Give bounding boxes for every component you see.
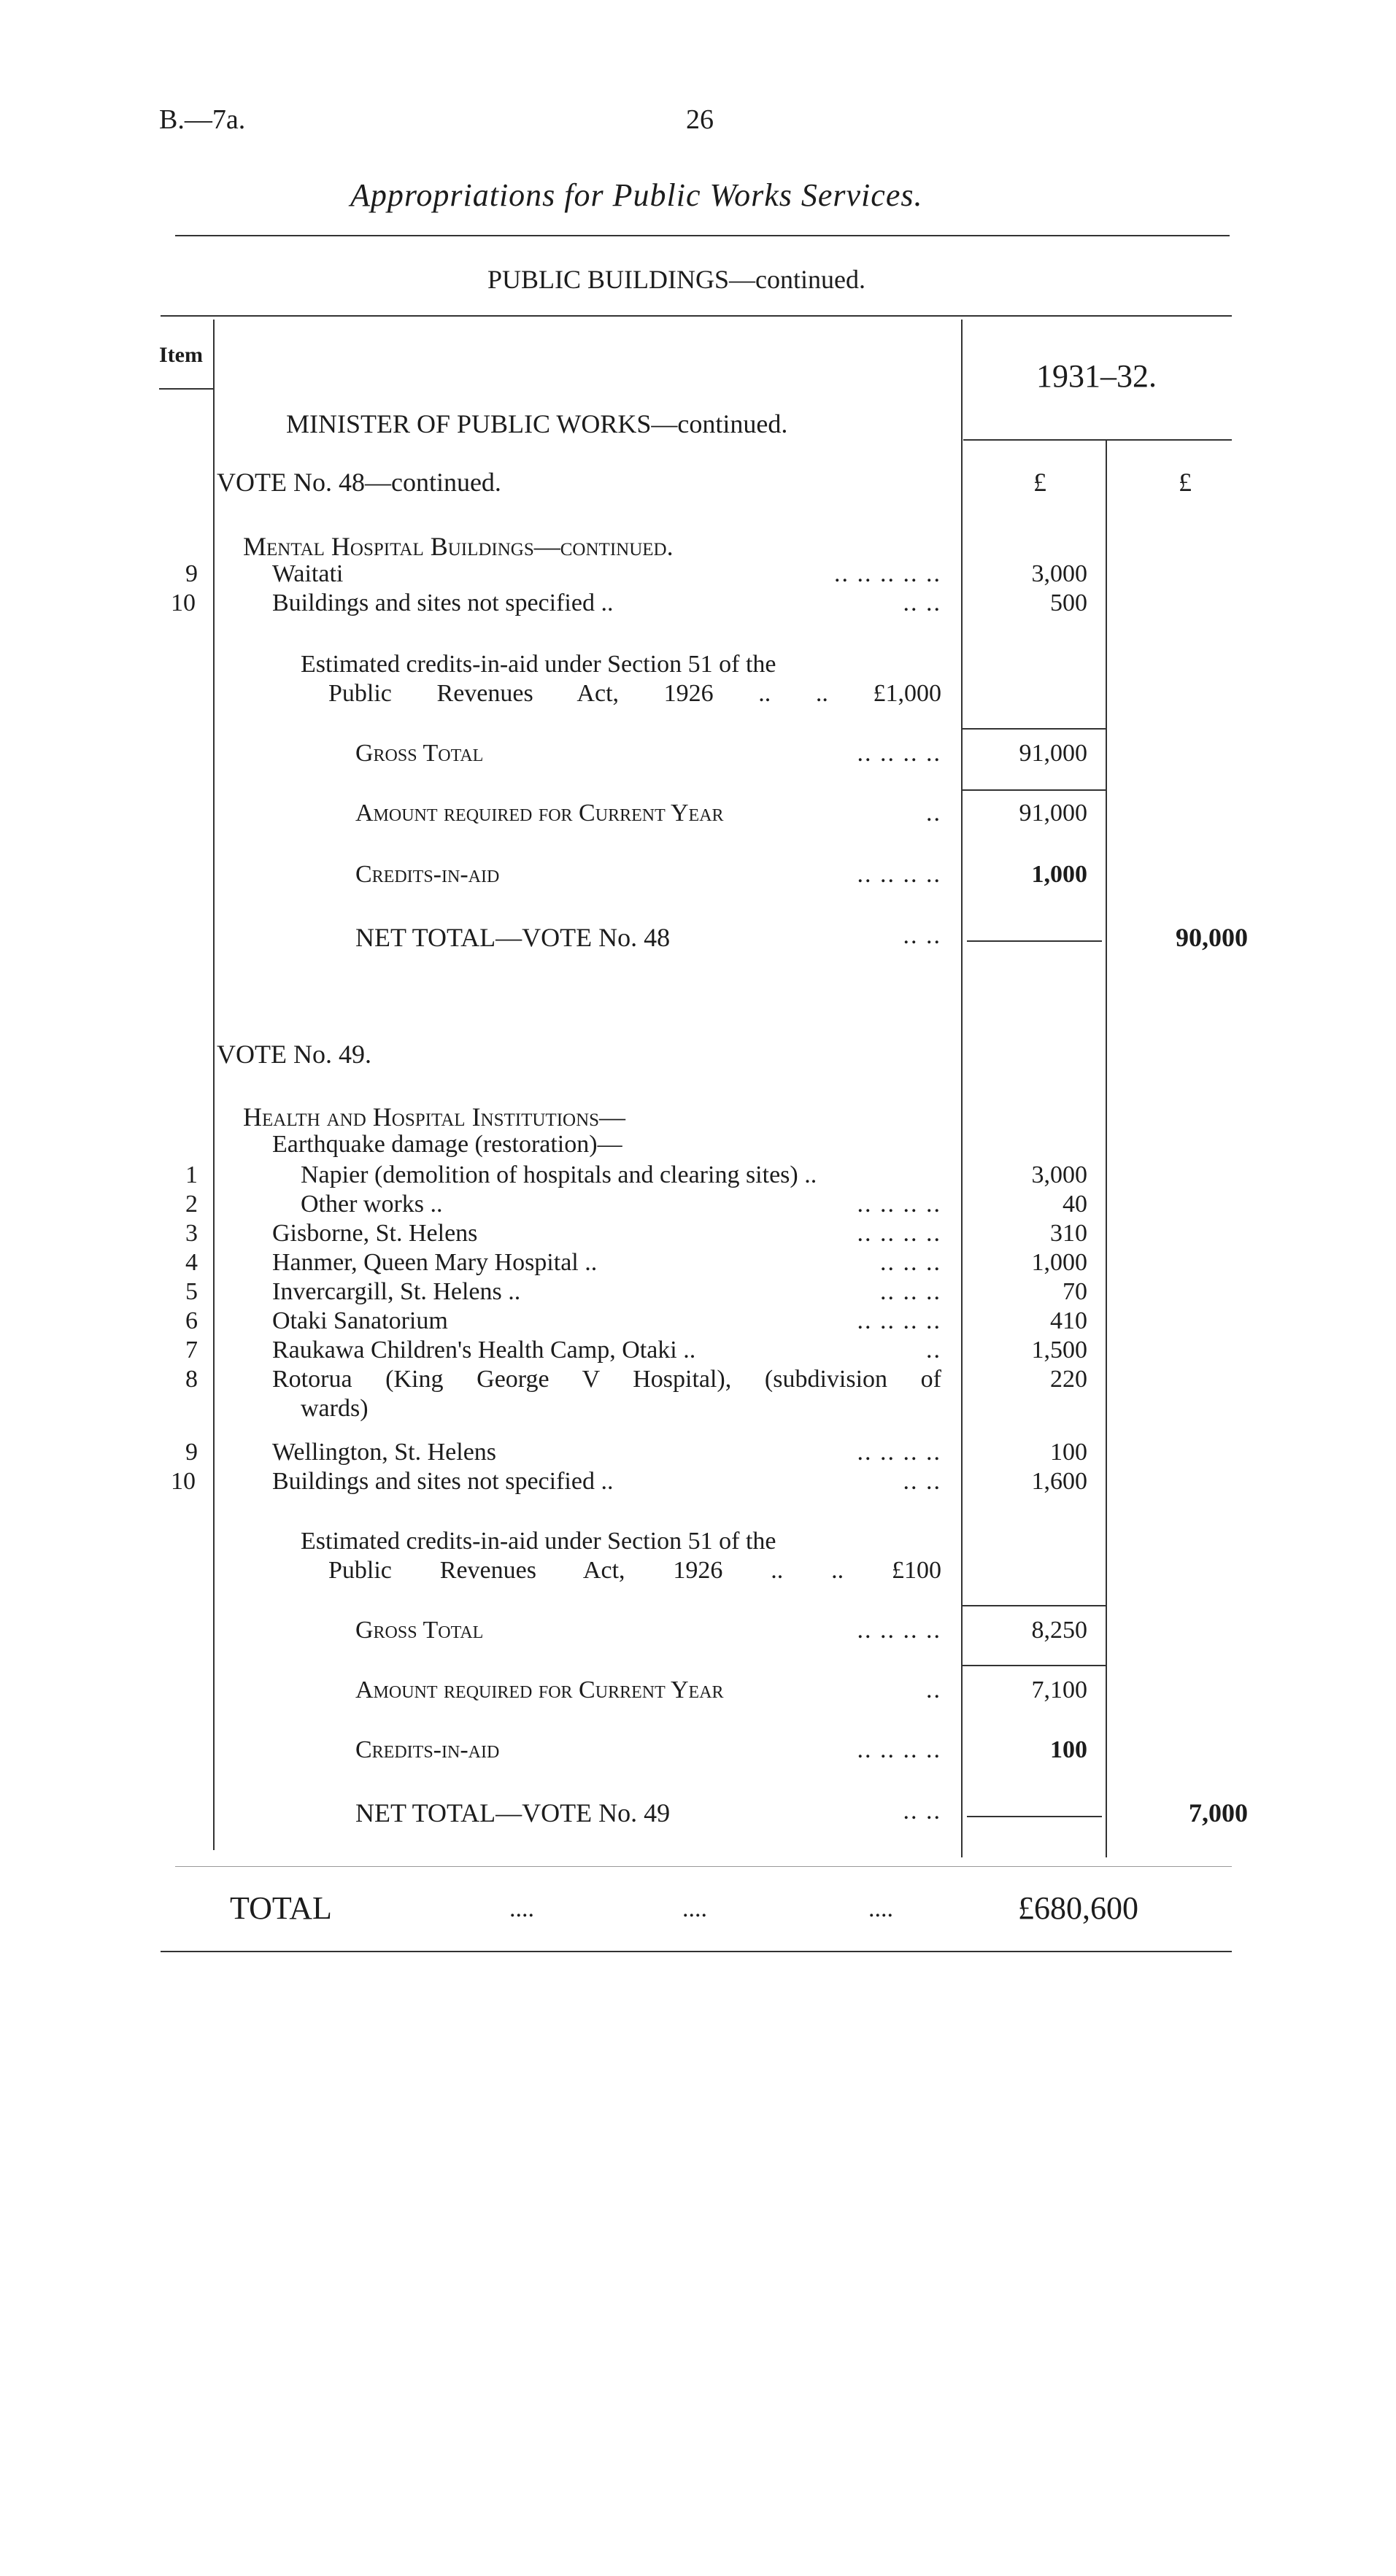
vote-49-item-name: Hanmer, Queen Mary Hospital ..	[272, 1249, 598, 1276]
vote-49-item-dots: .. .. .. ..	[857, 1307, 941, 1334]
vote-49-item-no: 1	[185, 1161, 198, 1188]
vote-48-item-name: Buildings and sites not specified ..	[272, 589, 614, 616]
vote-49-gross-rule	[962, 1605, 1106, 1606]
vote-48-heading: Mental Hospital Buildings—continued.	[243, 532, 674, 561]
vote-48-credits-value: 1,000	[1031, 861, 1087, 888]
vote-48-item-dots: .. ..	[903, 589, 941, 616]
vote-49-item-no: 4	[185, 1249, 198, 1276]
vote-48-net-label: NET TOTAL—VOTE No. 48	[355, 923, 671, 952]
grand-total-rule	[161, 1951, 1232, 1952]
amount-column-divider	[961, 320, 963, 1857]
year-header-rule	[963, 439, 1232, 441]
vote-48-amount-dots: ..	[926, 800, 941, 827]
grand-total-dots: ....	[868, 1895, 893, 1922]
item-column-divider	[213, 320, 215, 1850]
vote-49-item-amount: 1,000	[1031, 1249, 1087, 1276]
vote-48-credits-label: Credits-in-aid	[355, 861, 500, 888]
vote-48-amount-value: 91,000	[1019, 800, 1087, 827]
item-header-rule	[159, 388, 215, 390]
vote-49-item-dots: .. .. ..	[880, 1249, 941, 1276]
page-title: Appropriations for Public Works Services.	[350, 177, 923, 213]
grand-total-dots: ....	[509, 1895, 534, 1922]
vote-49-item-name: Rotorua (King George V Hospital), (subdivision of	[272, 1366, 941, 1393]
vote-48-net-dash	[967, 940, 1102, 942]
vote-48-gross-label: Gross Total	[355, 740, 484, 767]
vote-49-item-no: 6	[185, 1307, 198, 1334]
vote-49-item-dots: .. .. .. ..	[857, 1439, 941, 1466]
vote-49-credits-note: Estimated credits-in-aid under Section 51 of the	[301, 1528, 776, 1555]
vote-48-title: VOTE No. 48—continued.	[217, 468, 501, 497]
vote-49-item-dots: .. .. .. ..	[857, 1191, 941, 1218]
vote-48-gross-value: 91,000	[1019, 740, 1087, 767]
document-reference: B.—7a.	[159, 104, 246, 135]
vote-49-net-label: NET TOTAL—VOTE No. 49	[355, 1798, 671, 1827]
vote-49-item-no: 8	[185, 1366, 198, 1393]
vote-49-item-no: 3	[185, 1220, 198, 1247]
vote-48-gross-dots: .. .. .. ..	[857, 740, 941, 767]
vote-49-item-no: 7	[185, 1337, 198, 1364]
vote-48-item-no: 10	[171, 589, 196, 616]
year-header: 1931–32.	[1036, 358, 1157, 394]
vote-49-item-name: Buildings and sites not specified ..	[272, 1468, 614, 1495]
vote-48-net-dots: .. ..	[903, 922, 941, 949]
total-column-divider	[1106, 441, 1107, 1857]
page-number: 26	[686, 104, 714, 135]
vote-49-item-dots: ..	[926, 1337, 941, 1364]
vote-49-net-dash	[967, 1816, 1102, 1817]
grand-total-value: £680,600	[1018, 1890, 1138, 1926]
vote-49-amount-value: 7,100	[1031, 1676, 1087, 1703]
grand-total-label: TOTAL	[230, 1890, 332, 1926]
vote-49-item-name: Napier (demolition of hospitals and clearing sites) ..	[301, 1161, 817, 1188]
vote-49-amount-label: Amount required for Current Year	[355, 1676, 724, 1703]
vote-49-item-no: 2	[185, 1191, 198, 1218]
vote-49-gross-dots: .. .. .. ..	[857, 1617, 941, 1644]
vote-49-credits-value: 100	[1050, 1736, 1087, 1763]
section-title: PUBLIC BUILDINGS—continued.	[487, 265, 865, 294]
vote-48-credits-note: Public Revenues Act, 1926 .. .. £1,000	[328, 680, 941, 707]
vote-49-item-name: Otaki Sanatorium	[272, 1307, 448, 1334]
vote-49-heading: Health and Hospital Institutions—	[243, 1102, 626, 1132]
vote-49-gross-label: Gross Total	[355, 1617, 484, 1644]
vote-49-item-amount: 100	[1050, 1439, 1087, 1466]
vote-49-item-no: 9	[185, 1439, 198, 1466]
vote-49-item-dots: .. .. ..	[880, 1278, 941, 1305]
vote-49-item-continuation: wards)	[301, 1395, 369, 1422]
vote-48-gross-rule	[962, 728, 1106, 730]
vote-49-item-name: Invercargill, St. Helens ..	[272, 1278, 521, 1305]
table-bottom-rule	[175, 1866, 1232, 1867]
vote-49-item-dots: .. ..	[903, 1468, 941, 1495]
vote-48-item-name: Waitati	[272, 560, 344, 587]
vote-49-item-amount: 310	[1050, 1220, 1087, 1247]
vote-48-credits-dots: .. .. .. ..	[857, 861, 941, 888]
vote-49-item-name: Raukawa Children's Health Camp, Otaki ..	[272, 1337, 696, 1364]
vote-49-item-no: 10	[171, 1468, 196, 1495]
vote-48-item-amount: 500	[1050, 589, 1087, 616]
vote-48-item-no: 9	[185, 560, 198, 587]
vote-49-credits-note: Public Revenues Act, 1926 .. .. £100	[328, 1557, 941, 1584]
vote-49-item-amount: 220	[1050, 1366, 1087, 1393]
vote-49-net-value: 7,000	[1189, 1798, 1248, 1827]
vote-49-item-amount: 70	[1063, 1278, 1087, 1305]
vote-49-credits-label: Credits-in-aid	[355, 1736, 500, 1763]
vote-48-item-amount: 3,000	[1031, 560, 1087, 587]
title-rule	[175, 235, 1230, 236]
vote-49-item-amount: 1,600	[1031, 1468, 1087, 1495]
vote-49-item-amount: 410	[1050, 1307, 1087, 1334]
vote-49-item-no: 5	[185, 1278, 198, 1305]
grand-total-dots: ....	[682, 1895, 707, 1922]
vote-49-item-amount: 3,000	[1031, 1161, 1087, 1188]
item-column-header: Item	[159, 343, 203, 367]
vote-49-item-amount: 1,500	[1031, 1337, 1087, 1364]
vote-48-amount-rule	[962, 789, 1106, 791]
vote-48-net-value: 90,000	[1176, 923, 1248, 952]
minister-heading: MINISTER OF PUBLIC WORKS—continued.	[286, 409, 788, 438]
vote-49-item-dots: .. .. .. ..	[857, 1220, 941, 1247]
vote-49-item-name: Other works ..	[301, 1191, 443, 1218]
vote-49-credits-dots: .. .. .. ..	[857, 1736, 941, 1763]
vote-49-title: VOTE No. 49.	[217, 1040, 371, 1069]
vote-49-net-dots: .. ..	[903, 1798, 941, 1825]
pound-sign-col2: £	[1179, 468, 1192, 497]
vote-48-credits-note: Estimated credits-in-aid under Section 51 of the	[301, 651, 776, 678]
vote-49-subheading: Earthquake damage (restoration)—	[272, 1131, 622, 1158]
vote-49-item-name: Wellington, St. Helens	[272, 1439, 497, 1466]
pound-sign-col1: £	[1033, 468, 1046, 497]
vote-49-amount-dots: ..	[926, 1676, 941, 1703]
vote-49-item-amount: 40	[1063, 1191, 1087, 1218]
vote-48-amount-label: Amount required for Current Year	[355, 800, 724, 827]
vote-49-item-name: Gisborne, St. Helens	[272, 1220, 478, 1247]
vote-48-item-dots: .. .. .. .. ..	[834, 560, 941, 587]
table-top-rule	[161, 315, 1232, 317]
vote-49-gross-value: 8,250	[1031, 1617, 1087, 1644]
vote-49-amount-rule	[962, 1665, 1106, 1666]
